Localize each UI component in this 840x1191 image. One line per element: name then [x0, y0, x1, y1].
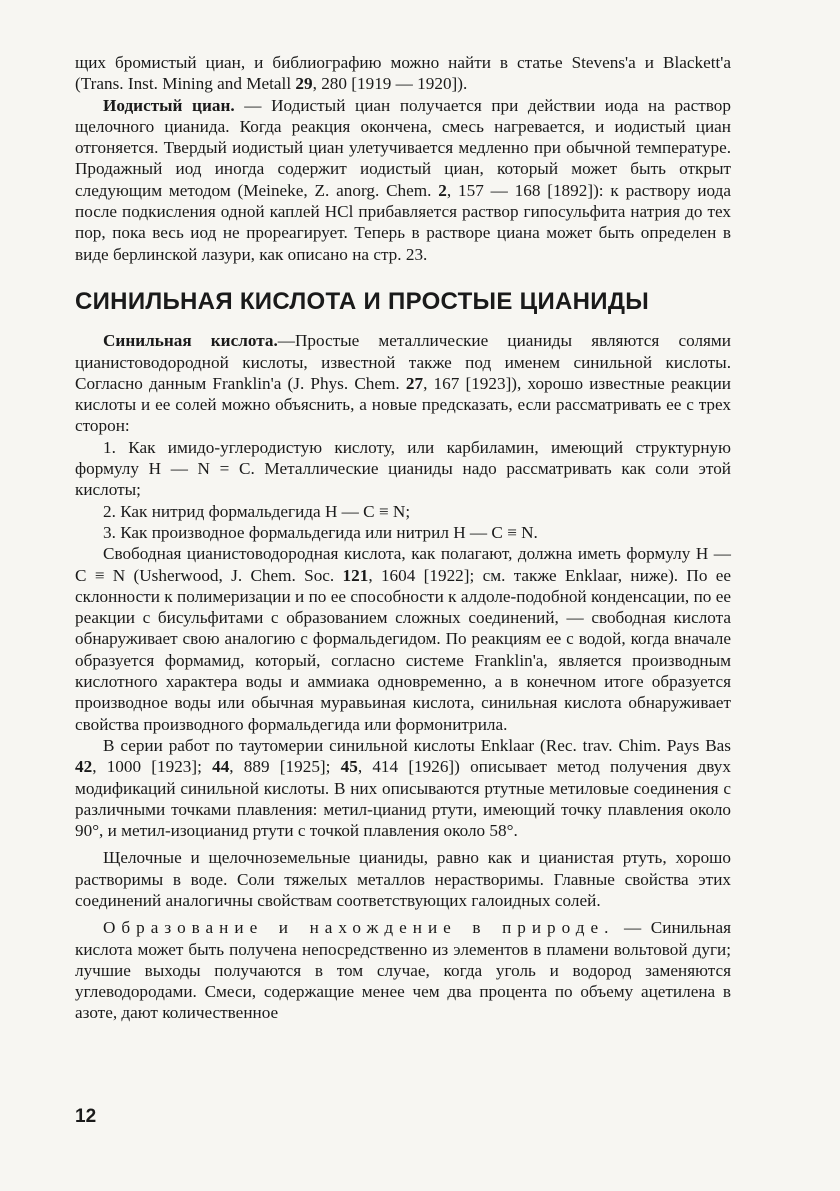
- paragraph-heading: Иодистый циан.: [103, 95, 235, 115]
- list-item-3: 3. Как производное формальдегида или нитрил H — C ≡ N.: [103, 522, 538, 542]
- paragraph-alkali-cyanides: Щелочные и щелочноземельные цианиды, равно как и цианистая ртуть, хорошо растворимы в воде. Соли тяжелых металлов нерастворимы. Главные свойства этих соединений аналогичны свойствам соответствующих галоидных солей.: [75, 848, 731, 910]
- paragraph-heading: Синильная кислота.: [103, 331, 278, 351]
- text-column: [75, 52, 731, 1024]
- section-title: СИНИЛЬНАЯ КИСЛОТА И ПРОСТЫЕ ЦИАНИДЫ: [75, 287, 650, 315]
- paragraph-heading: Образование и нахождение в природе.: [103, 918, 615, 938]
- paragraph-hydrocyanic-acid: Синильная кислота.—Простые металлические цианиды являются солями цианистоводородной кислоты, известной также под именем синильной кислоты. Согласно данным Franklin'a (J. Phys. Chem. 27, 167 [1923]), хорошо известные реакции кислоты и ее солей можно объяснить, а новые предсказать, если рассматривать ее с трех сторон:: [75, 331, 731, 436]
- list-item-1: 1. Как имидо-углеродистую кислоту, или карбиламин, имеющий структурную формулу H — N = C. Металлические цианиды надо рассматривать как соли этой кислоты;: [75, 437, 731, 500]
- paragraph-bromcyan-tail: щих бромистый циан, и библиографию можно найти в статье Stevens'a и Blackett'a (Trans. Inst. Mining and Metall 29, 280 [1919 — 1920]).: [75, 53, 731, 94]
- page-number: 12: [75, 1106, 97, 1127]
- paragraph-free-acid: Свободная цианистоводородная кислота, как полагают, должна иметь формулу H — C ≡ N (Usherwood, J. Chem. Soc. 121, 1604 [1922]; см. также Enklaar, ниже). По ее склонности к полимеризации и по ее способности к алдоле-подобной конденсации, по ее реакции с бисульфитами с образованием сложных соединений, — свободная кислота обнаруживает свою аналогию с формальдегидом. По реакциям ее с водой, когда вначале образуется формамид, который, согласно системе Franklin'a, является производным кислотного характера воды и аммиака одновременно, а в конечном итоге образуется производное воды или обычная муравьиная кислота, синильная кислота обнаруживает свойства производного формальдегида или формонитрила.: [75, 544, 732, 734]
- paragraph-tautomerism: В серии работ по таутомерии синильной кислоты Enklaar (Rec. trav. Chim. Pays Bas 42, 1000 [1923]; 44, 889 [1925]; 45, 414 [1926]) описывает метод получения двух модификаций синильной кислоты. В них описываются ртутные метиловые соединения с различными точками плавления: метил-цианид ртути, имеющий точку плавления около 90°, и метил-изоцианид ртути с точкой плавления около 58°.: [75, 735, 731, 841]
- paragraph-iodcyan: Иодистый циан. — Иодистый циан получается при действии иода на раствор щелочного цианида. Когда реакция окончена, смесь нагревается, и иодистый циан отгоняется. Твердый иодистый циан улетучивается медленно при обычной температуре. Продажный иод иногда содержит иодистый циан, который может быть открыт следующим методом (Meineke, Z. anorg. Chem. 2, 157 — 168 [1892]): к раствору иода после подкисления одной каплей HCl прибавляется раствор гипосульфита натрия до тех пор, пока весь иод не прореагирует. Теперь в растворе циана может быть определен в виде берлинской лазури, как описано на стр. 23.: [75, 95, 731, 264]
- list-item-2: 2. Как нитрид формальдегида H — C ≡ N;: [103, 501, 411, 521]
- paragraph-formation: Образование и нахождение в природе. — Синильная кислота может быть получена непосредственно из элементов в пламени вольтовой дуги; лучшие выходы получаются в том случае, когда уголь и водород заменяются углеводородами. Смеси, содержащие менее чем два процента по объему ацетилена в азоте, дают количественное: [75, 918, 731, 1023]
